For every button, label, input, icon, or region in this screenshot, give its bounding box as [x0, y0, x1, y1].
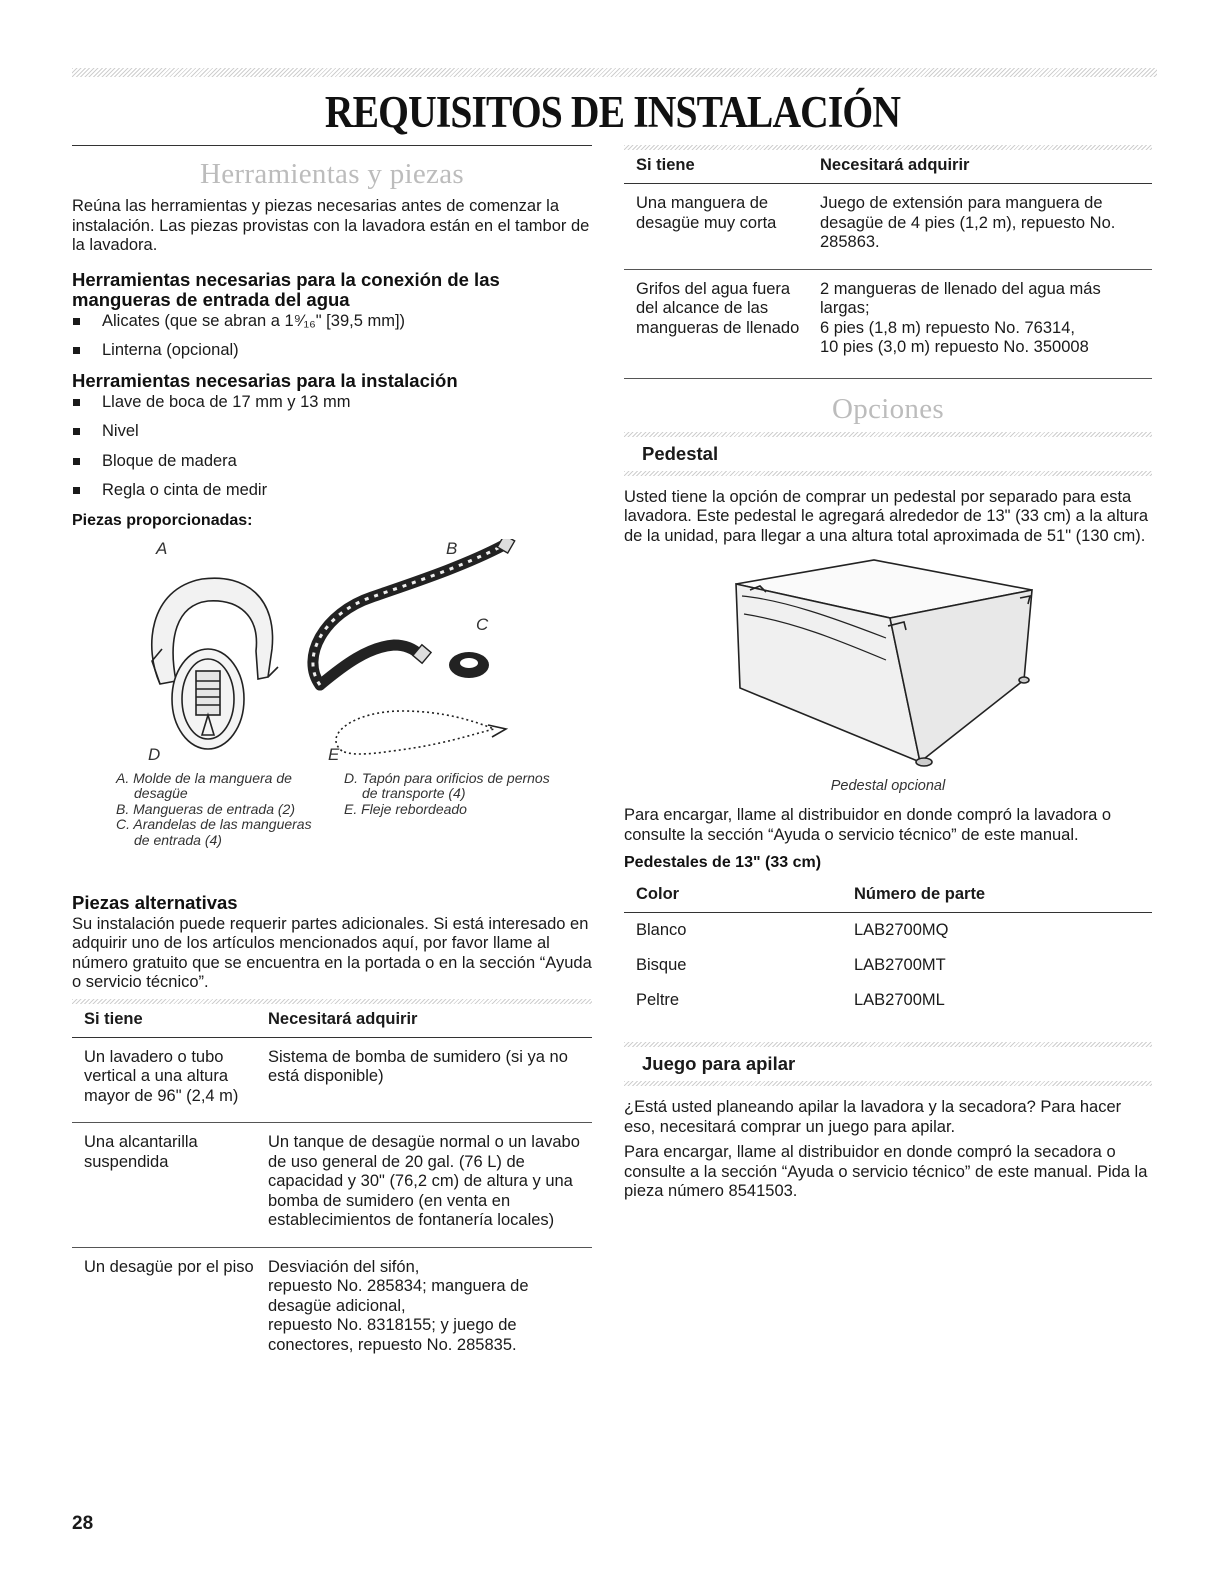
- table-cell: Peltre: [636, 991, 680, 1009]
- install-tools-heading: Herramientas necesarias para la instalación: [72, 369, 458, 391]
- hatch-rule: [624, 1081, 1152, 1086]
- caption-a: A. Molde de la manguera de desagüe: [116, 769, 292, 801]
- table-header-row: [624, 881, 1152, 913]
- tools-intro: Reúna las herramientas y piezas necesarias antes de comenzar la instalación. Las piezas provistas con la lavadora están en el tambor de la lavadora.: [72, 197, 590, 254]
- table-header: Color: [624, 881, 842, 913]
- right-column: [624, 145, 1152, 1202]
- parts-illustration: [72, 539, 592, 769]
- stack-kit-heading: Juego para apilar: [642, 1053, 796, 1074]
- list-item: Regla o cinta de medir: [72, 481, 592, 500]
- list-item: Bloque de madera: [72, 452, 592, 471]
- hose-tools-list: [72, 312, 592, 361]
- caption-e: E. Fleje rebordeado: [344, 800, 467, 817]
- table-cell: Juego de extensión para manguera de desagüe de 4 pies (1,2 m), repuesto No. 285863.: [808, 184, 1152, 270]
- list-item: Alicates (que se abran a 1⁹⁄₁₆" [39,5 mm]): [72, 312, 592, 331]
- parts-captions: [72, 769, 592, 889]
- hose-tools-heading: Herramientas necesarias para la conexión de las mangueras de entrada del agua: [72, 268, 500, 310]
- stack-kit-text-1: ¿Está usted planeando apilar la lavadora y la secadora? Para hacer eso, necesitará comprar un juego para apilar.: [624, 1098, 1122, 1136]
- bullet-icon: [73, 458, 80, 465]
- figure-label-b: B: [446, 538, 458, 558]
- figure-label-a: A: [156, 538, 168, 558]
- top-hatch-rule: [72, 68, 1157, 77]
- table-row: [624, 184, 1152, 270]
- page-title: REQUISITOS DE INSTALACIÓN: [324, 87, 901, 137]
- caption-d: D. Tapón para orificios de pernos de transporte (4): [344, 769, 550, 801]
- install-tools-list: [72, 393, 592, 501]
- bullet-icon: [73, 318, 80, 325]
- table-cell: Sistema de bomba de sumidero (si ya no está disponible): [256, 1037, 592, 1123]
- transport-plug-icon: [172, 649, 244, 749]
- caption-b: B. Mangueras de entrada (2): [116, 800, 295, 817]
- section-heading-tools: Herramientas y piezas: [200, 158, 464, 190]
- pedestal-heading: Pedestal: [642, 442, 719, 464]
- table-cell: Un desagüe por el piso: [84, 1257, 254, 1276]
- captions-left: [116, 771, 326, 849]
- pedestals-heading: Pedestales de 13" (33 cm): [624, 854, 822, 871]
- table-cell: Un lavadero o tubo vertical a una altura mayor de 96" (2,4 m): [72, 1037, 256, 1123]
- beaded-strap-icon: [336, 711, 506, 754]
- pedestal-figure: [624, 556, 1152, 774]
- table-header-row: [72, 1004, 592, 1038]
- table-row: [72, 1037, 592, 1123]
- figure-label-d: D: [148, 744, 161, 764]
- bullet-icon: [73, 347, 80, 354]
- pedestal-parts-table: [624, 881, 1152, 1018]
- pedestal-order-text: Para encargar, llame al distribuidor en donde compró la lavadora o consulte la sección “Ayuda o servicio técnico” de este manual.: [624, 806, 1112, 844]
- bullet-icon: [73, 399, 80, 406]
- table-row: [72, 1247, 592, 1371]
- table-cell: LAB2700ML: [854, 991, 945, 1009]
- list-item: Llave de boca de 17 mm y 13 mm: [72, 393, 592, 412]
- table-cell: Bisque: [636, 956, 687, 974]
- left-column: [72, 145, 592, 1371]
- table-cell: 2 mangueras de llenado del agua más largas; 6 pies (1,8 m) repuesto No. 76314, 10 pies (3,0 m) repuesto No. 350008: [808, 269, 1152, 378]
- table-cell: Un tanque de desagüe normal o un lavabo de uso general de 20 gal. (76 L) de capacidad y 30" (76,2 cm) de altura y una bomba de sumidero (en venta en establecimientos de fontanería locales): [256, 1123, 592, 1248]
- bullet-icon: [73, 428, 80, 435]
- pedestal-text: Usted tiene la opción de comprar un pedestal por separado para esta lavadora. Este pedestal le agregará alrededor de 13" (33 cm) a la altura de la unidad, para llegar a una altura total aproximada de 51" (130 cm).: [624, 487, 1149, 545]
- pedestal-icon: [624, 556, 1152, 774]
- parts-figure: [72, 539, 592, 769]
- list-item: Nivel: [72, 422, 592, 441]
- required-parts-table-right: [624, 150, 1152, 379]
- table-header-row: [624, 150, 1152, 184]
- caption-c: C. Arandelas de las mangueras de entrada (4): [116, 816, 312, 848]
- table-header: Si tiene: [624, 150, 808, 184]
- stack-kit-text-2: Para encargar, llame al distribuidor en donde compró la secadora o consulte a la sección “Ayuda o servicio técnico” de este manual. Pida la pieza número 8541503.: [624, 1143, 1148, 1200]
- bullet-icon: [73, 487, 80, 494]
- table-cell: Grifos del agua fuera del alcance de las mangueras de llenado: [624, 269, 808, 378]
- table-header: Número de parte: [842, 881, 1152, 913]
- table-cell: Una manguera de desagüe muy corta: [624, 184, 808, 270]
- table-header: Necesitará adquirir: [808, 150, 1152, 184]
- table-header: Si tiene: [72, 1004, 256, 1038]
- alt-parts-text: Su instalación puede requerir partes adicionales. Si está interesado en adquirir uno de los artículos mencionados aquí, por favor llame al número gratuito que se encuentra en la portada o en la sección “Ayuda o servicio técnico”.: [72, 914, 592, 991]
- table-cell: Desviación del sifón, repuesto No. 285834; manguera de desagüe adicional, repuesto No. 8318155; y juego de conectores, repuesto No. 285835.: [268, 1257, 529, 1354]
- table-row: [624, 913, 1152, 949]
- table-row: [624, 269, 1152, 378]
- table-cell: Una alcantarilla suspendida: [72, 1123, 256, 1248]
- table-cell: LAB2700MT: [854, 956, 946, 974]
- alt-parts-heading: Piezas alternativas: [72, 891, 238, 913]
- section-rule: [72, 145, 592, 146]
- table-row: [72, 1123, 592, 1248]
- captions-right: [344, 771, 554, 818]
- pedestal-caption: Pedestal opcional: [830, 778, 946, 794]
- table-cell: Blanco: [636, 921, 687, 939]
- table-cell: LAB2700MQ: [854, 921, 949, 939]
- figure-label-e: E: [328, 744, 340, 764]
- hatch-rule: [624, 471, 1152, 476]
- list-item: Linterna (opcional): [72, 341, 592, 360]
- table-header: Necesitará adquirir: [256, 1004, 592, 1038]
- required-parts-table-left: [72, 1004, 592, 1372]
- washer-icon: [449, 652, 489, 678]
- table-row: [624, 983, 1152, 1018]
- figure-label-c: C: [476, 614, 489, 634]
- page-number: 28: [72, 1513, 94, 1534]
- section-heading-options: Opciones: [832, 392, 944, 425]
- parts-heading: Piezas proporcionadas:: [72, 511, 253, 529]
- table-row: [624, 948, 1152, 983]
